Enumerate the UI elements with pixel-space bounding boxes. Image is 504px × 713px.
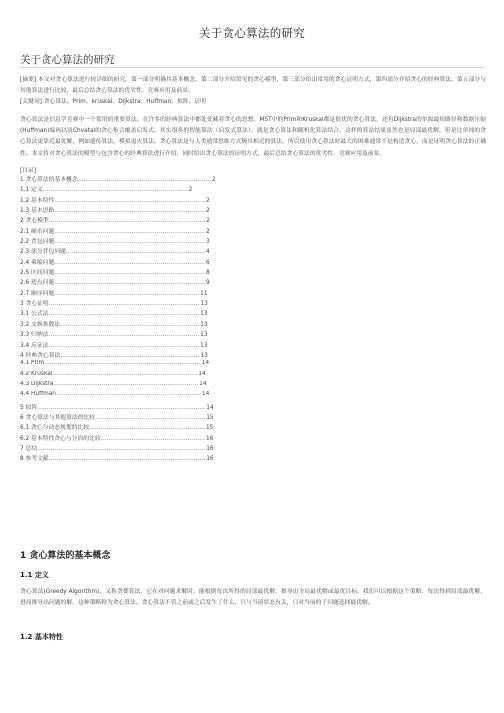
toc-leader-dots: …………………………………………………………………… <box>48 332 200 339</box>
toc-leader-dots: ………………………………………………………………… <box>53 380 199 387</box>
toc-entry-label: 4.4 Huffman <box>20 391 56 398</box>
toc-leader-dots: …………………………………………………………………………… <box>37 445 206 452</box>
toc-entry-label: 4 经典贪心算法 <box>20 352 61 359</box>
toc-entry[interactable] <box>20 422 320 432</box>
toc-leader-dots: …………………………………………………………………… <box>54 270 205 277</box>
abstract-text: [摘要] 本文对贪心算法进行较详细的研究。第一部分明确其基本概念，第二部分介绍常见的贪心模型，第三部分给出常用的贪心证明方式，第四部分介绍贪心的经典算法，第五部分与其他算法进行比较，最后总结贪心算法的优劣性，竞赛应用及前景。 <box>20 77 486 95</box>
toc-page-number: 16 <box>205 435 214 442</box>
toc-page-number: 13 <box>200 311 208 318</box>
toc-entry-label: 1.3 基本思路 <box>20 208 55 215</box>
toc-entry-label: 3 贪心证明 <box>20 301 49 308</box>
toc-entry[interactable] <box>20 329 320 339</box>
toc-leader-dots: …………………………………………………………………… <box>54 239 205 246</box>
toc-entry-label: 2.2 背包问题 <box>20 239 55 246</box>
toc-entry[interactable] <box>20 402 320 412</box>
toc-entry-label: 1.1 定义 <box>20 187 43 194</box>
toc-entry[interactable] <box>20 433 320 443</box>
toc-page-number: 14 <box>201 360 210 367</box>
toc-entry[interactable] <box>20 257 320 267</box>
subsection-heading: 1.2 基本特性 <box>20 633 63 641</box>
toc-entry-label: 6.1 贪心与动态规划的比较 <box>20 425 90 432</box>
toc-page-number: 11 <box>200 290 208 297</box>
toc-leader-dots: ……………………………………………………………… <box>60 352 200 359</box>
toc-page-number: 2 <box>205 228 210 235</box>
article-heading: 关于贪心算法的研究 <box>20 54 115 66</box>
toc-entry-label: 2.5 区间问题 <box>20 270 55 277</box>
keywords-text: [关键词] 贪心算法、Prim、kruskal、Dijkstra、Huffman、拟阵、证明 <box>20 99 206 105</box>
toc-leader-dots: …………………………………………………… <box>89 425 205 432</box>
toc-page-number: 16 <box>206 445 214 452</box>
toc-entry-label: 3.3 归纳法 <box>20 332 49 339</box>
toc-leader-dots: ……………………………………………………………………… <box>48 456 206 463</box>
toc-entry[interactable] <box>20 340 320 350</box>
toc-page-number: 13 <box>200 321 208 328</box>
toc-entry-label: 3.1 公式法 <box>20 311 49 318</box>
toc-page-number: 3 <box>205 239 210 246</box>
toc-entry[interactable] <box>20 174 320 184</box>
toc-entry[interactable] <box>20 319 320 329</box>
toc-page-number: 13 <box>200 352 208 359</box>
toc-page-number: 13 <box>200 332 208 339</box>
toc-leader-dots: …………………………………………………………………… <box>54 280 205 287</box>
toc-leader-dots: ………………………………………………… <box>95 414 206 421</box>
toc-leader-dots: …………………………………………………………… <box>77 177 212 183</box>
toc-entry[interactable] <box>20 391 320 401</box>
toc-page-number: 14 <box>206 404 214 411</box>
toc-page-number: 14 <box>201 391 210 398</box>
toc-entry[interactable] <box>20 226 320 236</box>
toc-entry[interactable] <box>20 298 320 308</box>
toc-leader-dots: …………………………………………………………………… <box>54 197 205 204</box>
toc-leader-dots: …………………………………………………………………… <box>48 301 200 308</box>
toc-page-number: 14 <box>198 370 206 377</box>
toc-page-number: 2 <box>188 187 193 194</box>
toc-entry[interactable] <box>20 195 320 205</box>
toc-entry-label: 2.7 顺序问题 <box>20 290 55 297</box>
toc-entry[interactable] <box>20 184 320 194</box>
toc-entry-label: 1.2 基本特性 <box>20 197 55 204</box>
toc-leader-dots: ………………………………………………………………… <box>42 187 188 194</box>
toc-entry[interactable] <box>20 308 320 318</box>
toc-entry-label: 2.3 部分背包问题 <box>20 249 66 256</box>
toc-leader-dots: ………………………………………………………………… <box>54 290 200 297</box>
toc-entry-label: 2.6 选点问题 <box>20 280 55 287</box>
toc-entry-label: 6.2 基本特性贪心与分治的比较 <box>20 435 101 442</box>
toc-entry[interactable] <box>20 236 320 246</box>
toc-leader-dots: …………………………………………………………………… <box>54 259 205 266</box>
toc-page-number: 16 <box>206 456 214 463</box>
toc-entry[interactable] <box>20 453 320 463</box>
toc-leader-dots: ………………………………………………………………… <box>52 370 198 377</box>
toc-entry[interactable] <box>20 215 320 225</box>
toc-page-number: 2 <box>212 177 216 183</box>
toc-entry-label: 4.1 Prim <box>20 360 45 367</box>
toc-page-number: 9 <box>205 280 210 287</box>
toc-leader-dots: ……………………………………………………………………… <box>44 360 201 367</box>
toc-entry-label: 3.4 反证法 <box>20 342 49 349</box>
toc-title: [目录] <box>20 168 37 174</box>
toc-leader-dots: …………………………………………………………………………… <box>37 404 206 411</box>
toc-leader-dots: ……………………………………………………………………… <box>48 218 206 225</box>
toc-leader-dots: …………………………………………………………………… <box>54 208 205 215</box>
toc-leader-dots: ………………………………………………………………… <box>55 391 201 398</box>
toc-entry-label: 2 贪心模型 <box>20 218 49 225</box>
toc-page-number: 2 <box>205 208 210 215</box>
intro-paragraph: 贪心算法是信息学竞赛中一个常用的重要算法。在许多的经典算法中都处处藏着贪心的思想。MST中的Prim和Kruskal都是很优的贪心算法，还有Dijkstra的单源最短路径和数据压缩(Huffman)编码以及Chvatal的贪心集合覆盖启发式。其实很多的智能算法（启发式算法），就是贪心算法和随机化算法结合。这样的算法结果虽然也是局部最优解，但是比单纯的贪心算法更靠近最优解，例如遗传算法，模拟退火算法。贪心算法是与人类通常思维方式极其相近的算法，所以使用贪心算法时最大的困难通常不是构造贪心，而是证明贪心算法的正确性。本文将对贪心算法的模型与包含贪心的经典算法进行介绍，同时给出贪心算法的证明方式，最后总结贪心算法的优劣性，竞赛应用及前景。 <box>20 117 486 157</box>
toc-entry-label: 4.3 Dijkstra <box>20 380 54 387</box>
toc-page-number: 13 <box>200 301 208 308</box>
toc-page-number: 2 <box>205 197 210 204</box>
toc-leader-dots: …………………………………………………………………… <box>48 311 200 318</box>
toc-entry-label: 8 参考文献 <box>20 456 49 463</box>
toc-entry[interactable] <box>20 371 320 381</box>
toc-entry[interactable] <box>20 350 320 360</box>
table-of-contents <box>20 174 320 464</box>
toc-entry[interactable] <box>20 267 320 277</box>
toc-entry-label: 6 贪心算法与其他算法的比较 <box>20 414 96 421</box>
toc-entry[interactable] <box>20 246 320 256</box>
document-title: 关于贪心算法的研究 <box>198 26 306 40</box>
toc-entry-label: 3.2 交换参数法 <box>20 321 61 328</box>
toc-entry-label: 2.1 硬币问题 <box>20 228 55 235</box>
toc-entry[interactable] <box>20 443 320 453</box>
toc-page-number: 14 <box>199 380 207 387</box>
toc-leader-dots: ……………………………………………………………… <box>65 249 205 256</box>
definition-paragraph: 贪心算法(Greedy Algorithm)，又称贪婪算法，它在对问题求解时，能根据每次所得的局部最优解，推导出全局最优解或最优目标。我们可以根据这个策略，每次得到局部最优解，进而推导出问题的解，这种策略称为贪心算法。贪心算法不管之前或之后发生了什么，只与当前状态有关，只对当前的子问题选择最优解。 <box>20 589 486 607</box>
section-heading: 1 贪心算法的基本概念 <box>20 551 111 561</box>
toc-entry[interactable] <box>20 381 320 391</box>
toc-entry[interactable] <box>20 360 320 370</box>
heading-divider <box>20 67 484 68</box>
toc-page-number: 15 <box>205 425 214 432</box>
toc-page-number: 13 <box>200 342 208 349</box>
toc-entry-label: 5 拟阵 <box>20 404 38 411</box>
toc-entry-label: 1 贪心算法的基本概念 <box>20 177 78 183</box>
toc-leader-dots: ……………………………………………………………… <box>60 321 200 328</box>
toc-leader-dots: …………………………………………………………………… <box>48 342 200 349</box>
subsection-heading: 1.1 定义 <box>20 571 49 579</box>
toc-page-number: 4 <box>205 249 210 256</box>
toc-entry[interactable] <box>20 205 320 215</box>
toc-entry-label: 7 总结 <box>20 445 38 452</box>
toc-leader-dots: …………………………………………………………………… <box>54 228 205 235</box>
toc-page-number: 6 <box>205 259 210 266</box>
toc-entry-label: 2.4 乘船问题 <box>20 259 55 266</box>
toc-page-number: 8 <box>205 270 210 277</box>
toc-entry[interactable] <box>20 412 320 422</box>
toc-leader-dots: ……………………………………………… <box>100 435 205 442</box>
toc-entry[interactable] <box>20 277 320 287</box>
toc-page-number: 2 <box>206 218 210 225</box>
toc-entry[interactable] <box>20 288 320 298</box>
toc-page-number: 15 <box>206 414 214 421</box>
toc-entry-label: 4.2 Kruskal <box>20 370 53 377</box>
